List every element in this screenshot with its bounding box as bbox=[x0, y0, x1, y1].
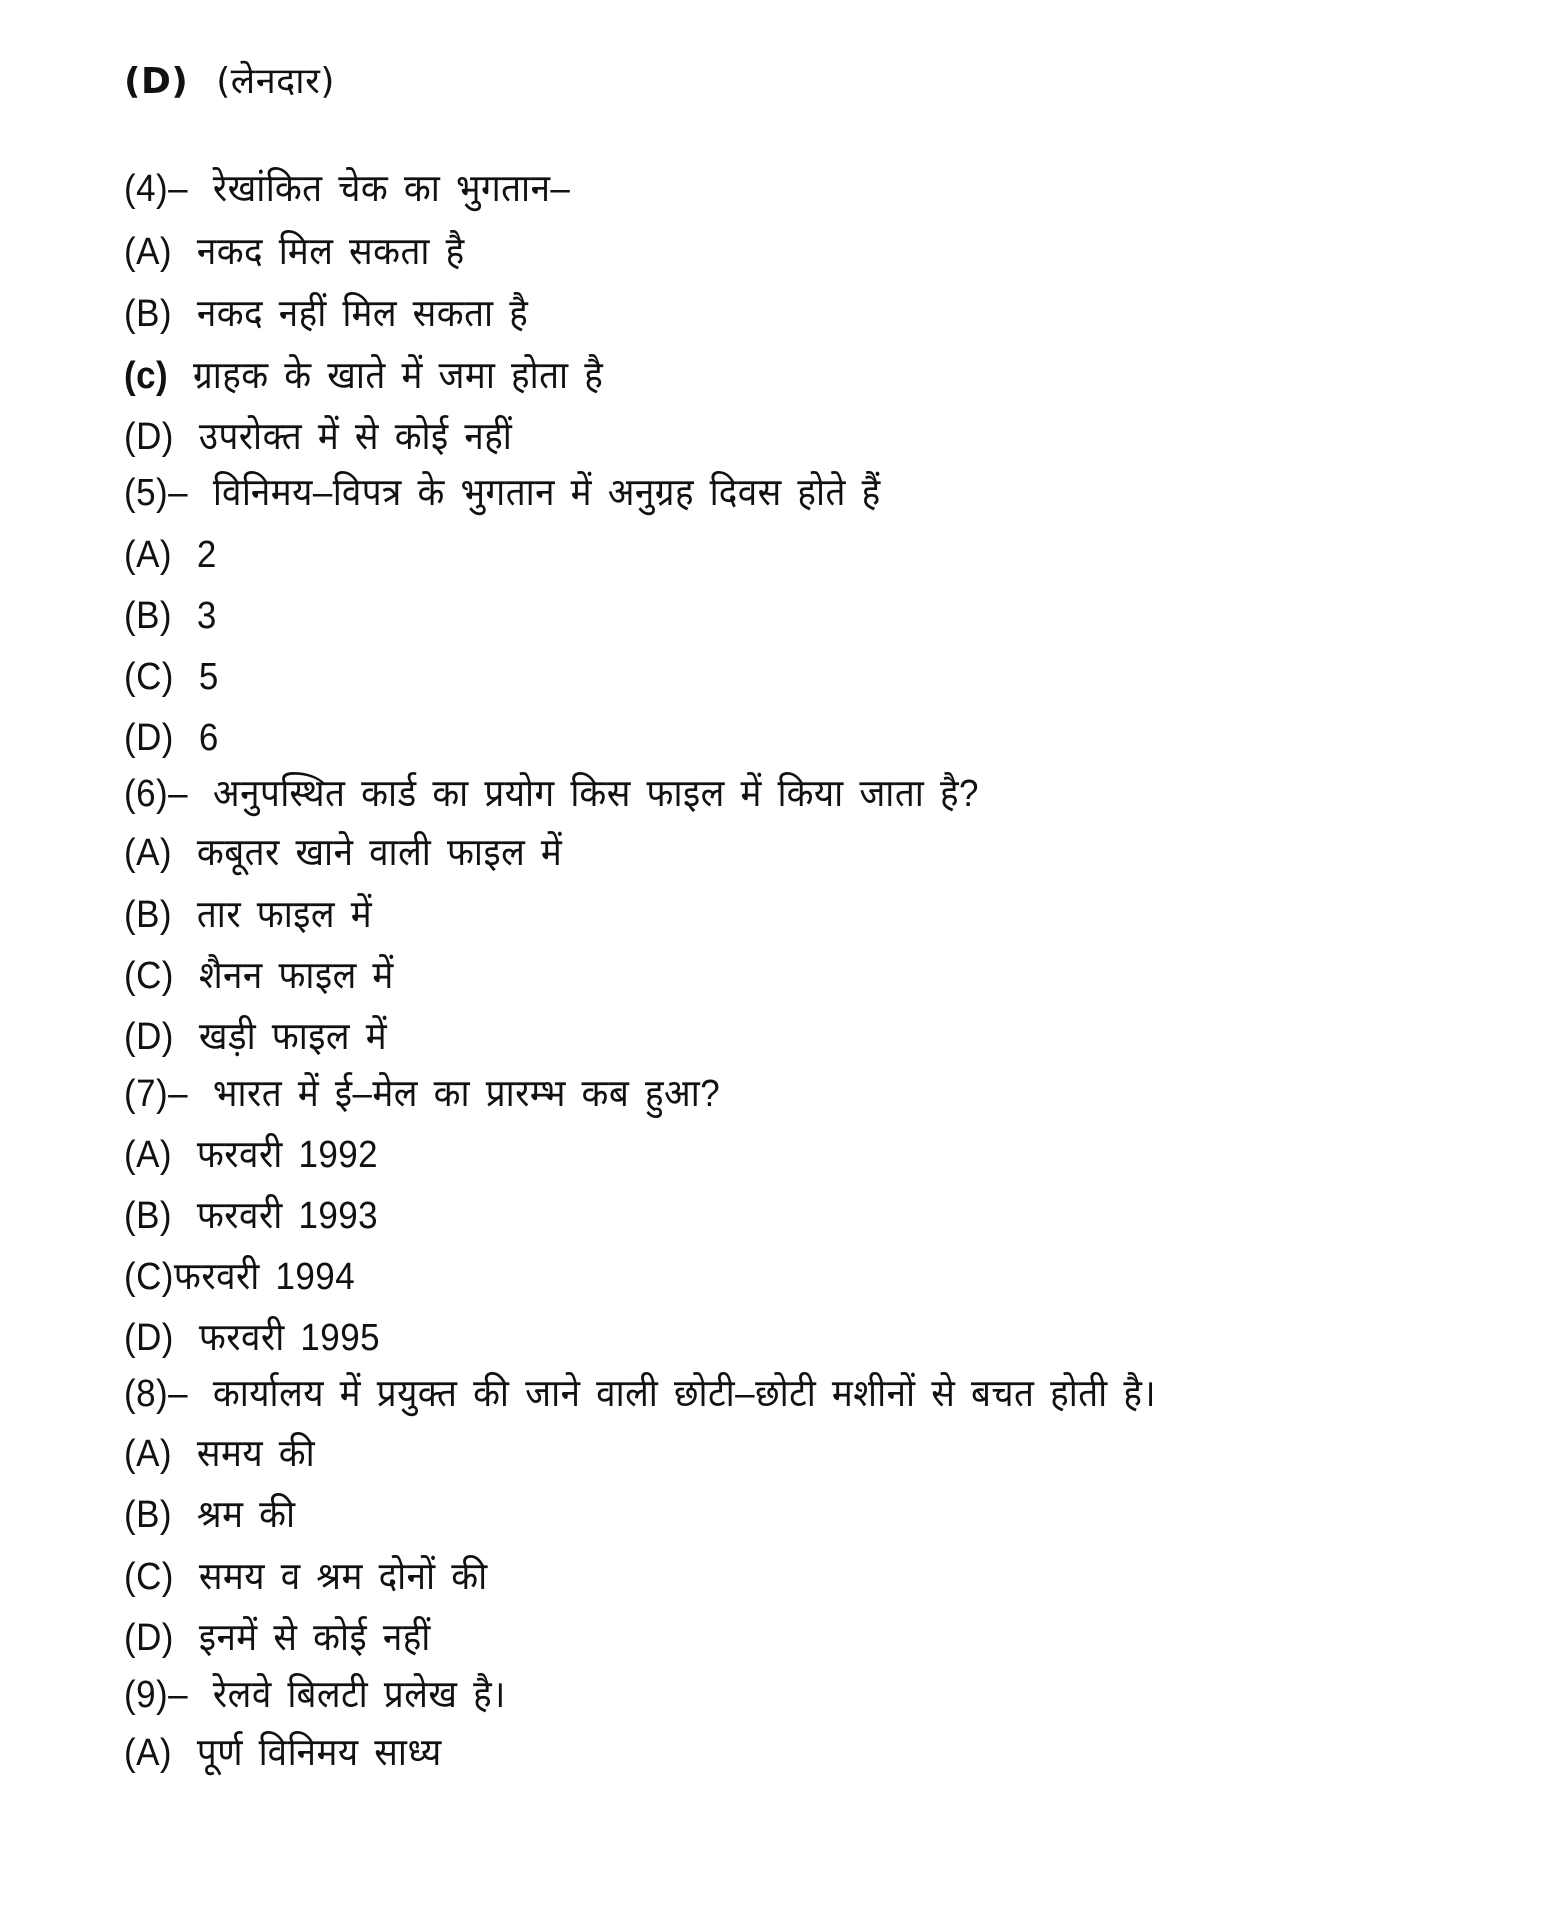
option-line bbox=[124, 1553, 488, 1601]
option-line bbox=[124, 1614, 431, 1662]
option-label: (D) bbox=[124, 1016, 174, 1058]
option-text: ग्राहक के खाते में जमा होता है bbox=[193, 355, 604, 397]
option-text: फरवरी 1992 bbox=[196, 1134, 379, 1176]
option-label: (B) bbox=[124, 1494, 172, 1536]
question-text: विनिमय–विपत्र के भुगतान में अनुग्रह दिवस होते हैं bbox=[212, 472, 881, 514]
option-text: श्रम की bbox=[196, 1494, 296, 1536]
option-text: पूर्ण विनिमय साध्य bbox=[196, 1732, 442, 1774]
option-text: इनमें से कोई नहीं bbox=[198, 1617, 431, 1659]
option-text: उपरोक्त में से कोई नहीं bbox=[198, 416, 513, 458]
question-number: (9)– bbox=[124, 1674, 189, 1716]
option-line bbox=[124, 653, 219, 701]
question-line bbox=[124, 469, 881, 517]
question-line bbox=[124, 770, 979, 818]
option-line bbox=[124, 290, 528, 338]
option-label: (A) bbox=[124, 1732, 172, 1774]
option-text: 5 bbox=[198, 656, 219, 698]
option-label: (A) bbox=[124, 534, 172, 576]
option-text: नकद नहीं मिल सकता है bbox=[196, 293, 529, 335]
option-label: (C) bbox=[124, 1556, 174, 1598]
question-number: (8)– bbox=[124, 1373, 189, 1415]
option-line bbox=[124, 592, 217, 640]
option-label: (A) bbox=[124, 1134, 172, 1176]
option-text: तार फाइल में bbox=[196, 894, 373, 936]
question-number: (6)– bbox=[124, 773, 189, 815]
option-label: (B) bbox=[124, 293, 172, 335]
question-text: रेखांकित चेक का भुगतान– bbox=[212, 168, 571, 210]
option-line bbox=[124, 413, 512, 461]
question-text: भारत में ई–मेल का प्रारम्भ कब हुआ? bbox=[212, 1073, 721, 1115]
option-label: (B) bbox=[124, 894, 172, 936]
option-label: (D) bbox=[124, 1317, 174, 1359]
option-text: खड़ी फाइल में bbox=[198, 1016, 388, 1058]
option-label: (c) bbox=[124, 355, 169, 397]
option-label: (C) bbox=[124, 955, 174, 997]
question-line bbox=[124, 1070, 720, 1118]
question-number: (4)– bbox=[124, 168, 189, 210]
question-line bbox=[124, 1370, 1156, 1418]
question-text: कार्यालय में प्रयुक्त की जाने वाली छोटी–छोटी मशीनों से बचत होती है। bbox=[212, 1373, 1157, 1415]
option-line bbox=[124, 1013, 387, 1061]
question-number: (5)– bbox=[124, 472, 189, 514]
option-text: 2 bbox=[196, 534, 217, 576]
option-label: (D) bbox=[124, 717, 174, 759]
question-number: (7)– bbox=[124, 1073, 189, 1115]
option-text: शैनन फाइल में bbox=[198, 955, 394, 997]
option-line bbox=[124, 1253, 355, 1301]
option-text: 6 bbox=[198, 717, 219, 759]
option-line bbox=[124, 531, 217, 579]
option-label: (C) bbox=[124, 656, 174, 698]
option-line bbox=[124, 829, 562, 877]
option-line bbox=[124, 352, 603, 400]
option-label: (A) bbox=[124, 231, 172, 273]
option-text: फरवरी 1993 bbox=[196, 1195, 379, 1237]
option-label: (D) bbox=[124, 1617, 174, 1659]
option-text: 3 bbox=[196, 595, 217, 637]
option-label: (D) bbox=[124, 416, 174, 458]
option-line bbox=[124, 891, 372, 939]
question-line bbox=[124, 165, 570, 213]
option-line bbox=[124, 952, 394, 1000]
option-text: कबूतर खाने वाली फाइल में bbox=[196, 832, 563, 874]
question-text: रेलवे बिलटी प्रलेख है। bbox=[212, 1674, 506, 1716]
option-line bbox=[124, 1430, 315, 1478]
option-text: फरवरी 1994 bbox=[173, 1256, 356, 1298]
option-line bbox=[124, 58, 335, 106]
option-line bbox=[124, 1314, 380, 1362]
question-text: अनुपस्थित कार्ड का प्रयोग किस फाइल में किया जाता है? bbox=[212, 773, 979, 815]
option-line bbox=[124, 1131, 378, 1179]
option-line bbox=[124, 1729, 442, 1777]
option-text: समय की bbox=[196, 1433, 316, 1475]
option-label: (C) bbox=[124, 1256, 174, 1298]
option-label: (B) bbox=[124, 1195, 172, 1237]
option-label: (A) bbox=[124, 1433, 172, 1475]
option-text: नकद मिल सकता है bbox=[196, 231, 465, 273]
option-line bbox=[124, 1491, 296, 1539]
option-label: (A) bbox=[124, 832, 172, 874]
option-line bbox=[124, 1192, 378, 1240]
option-label: (D) bbox=[124, 61, 189, 102]
option-label: (B) bbox=[124, 595, 172, 637]
option-text: समय व श्रम दोनों की bbox=[198, 1556, 488, 1598]
question-line bbox=[124, 1671, 506, 1719]
option-line bbox=[124, 228, 465, 276]
option-line bbox=[124, 714, 219, 762]
option-text: (लेनदार) bbox=[216, 61, 335, 102]
option-text: फरवरी 1995 bbox=[198, 1317, 381, 1359]
